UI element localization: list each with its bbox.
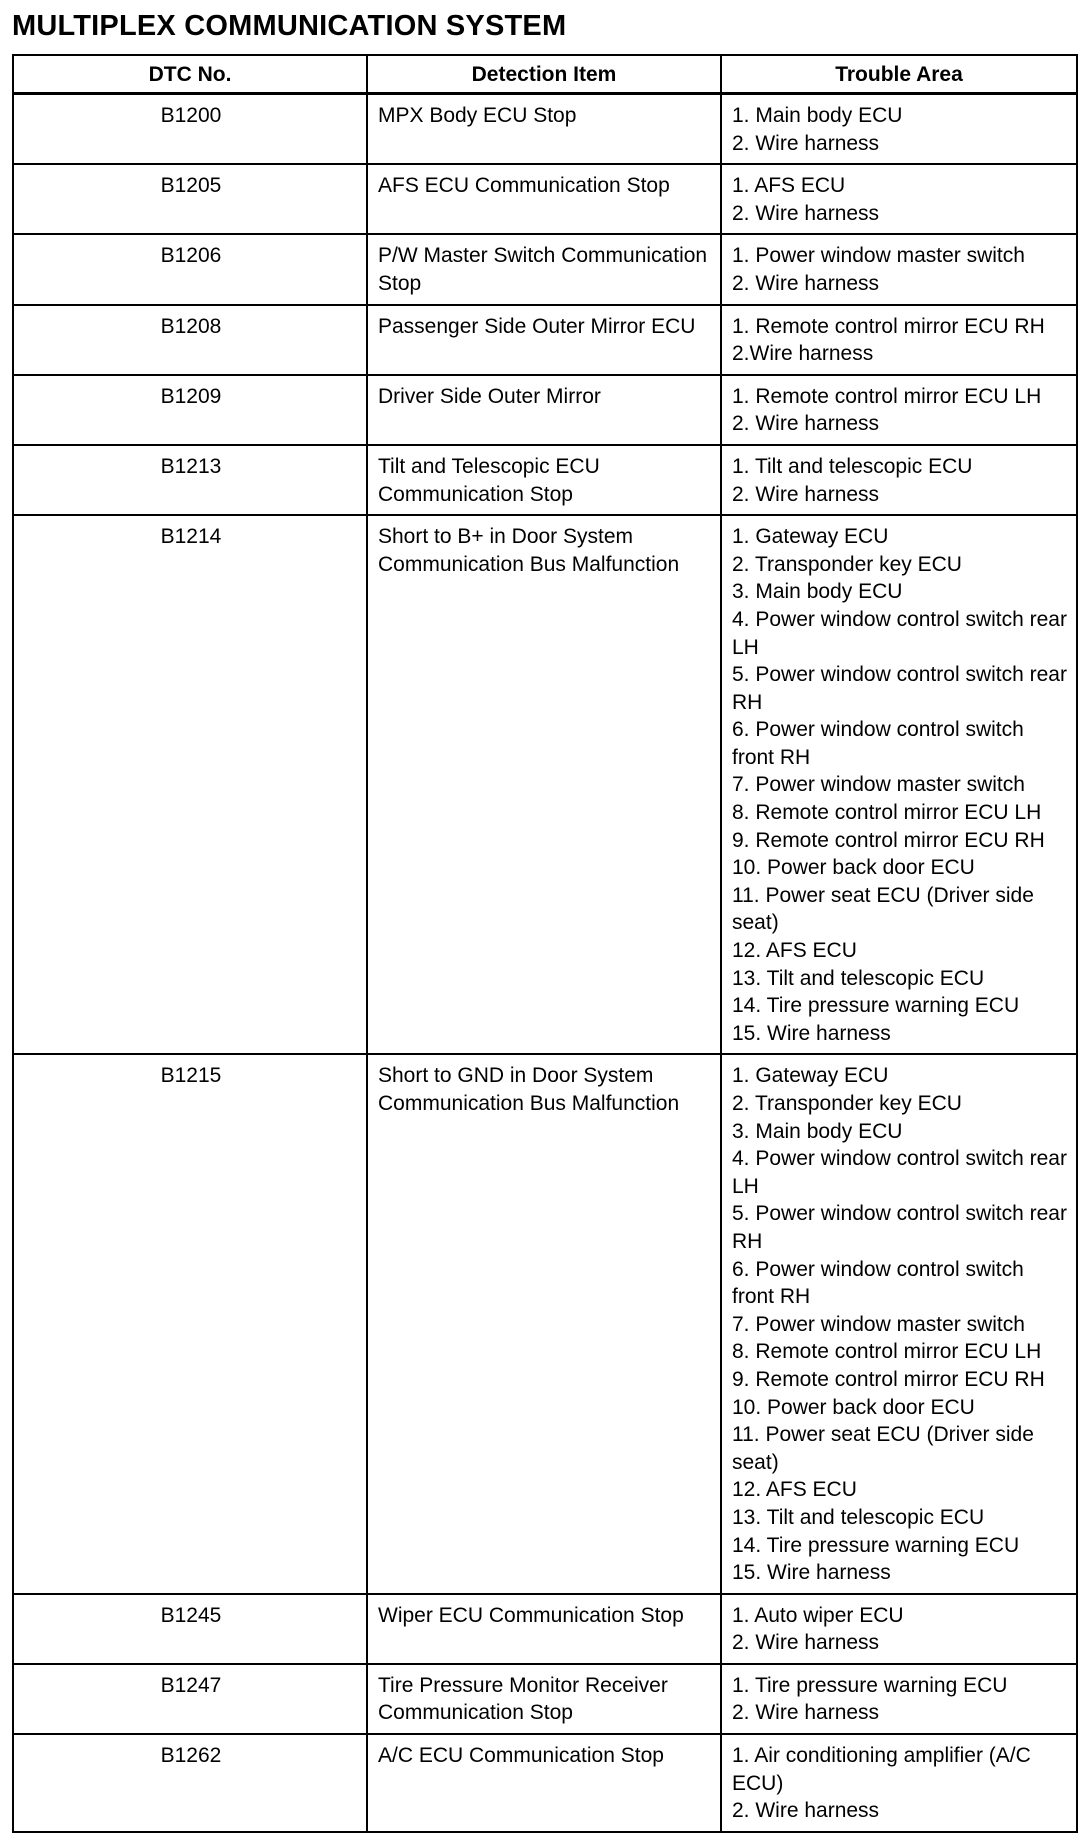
trouble-area-item: 6. Power window control switch front RH	[732, 1257, 1024, 1309]
table-body	[13, 94, 1077, 1832]
trouble-area-cell	[721, 445, 1077, 515]
trouble-area-item: 2. Wire harness	[732, 1799, 880, 1823]
trouble-area-item: 2. Wire harness	[732, 482, 880, 506]
dtc-code-cell: B1262	[13, 1734, 367, 1832]
trouble-area-cell	[721, 164, 1077, 234]
trouble-area-item: 2. Wire harness	[732, 271, 880, 295]
trouble-area-cell	[721, 94, 1077, 165]
trouble-area-item: 7. Power window master switch	[732, 1312, 1025, 1336]
trouble-area-item: 11. Power seat ECU (Driver side seat)	[732, 883, 1034, 935]
trouble-area-item: 13. Tilt and telescopic ECU	[732, 966, 985, 990]
table-row	[13, 515, 1077, 1054]
trouble-area-item: 7. Power window master switch	[732, 773, 1025, 797]
trouble-area-item: 1. Tilt and telescopic ECU	[732, 454, 973, 478]
table-row	[13, 234, 1077, 304]
trouble-area-item: 1. Remote control mirror ECU RH	[732, 314, 1045, 338]
detection-item-cell: Short to GND in Door System Communication Bus Malfunction	[367, 1054, 721, 1593]
dtc-code-cell: B1214	[13, 515, 367, 1054]
trouble-area-cell	[721, 305, 1077, 375]
detection-item-cell: Passenger Side Outer Mirror ECU	[367, 305, 721, 375]
trouble-area-item: 2. Transponder key ECU	[732, 552, 962, 576]
dtc-code-cell: B1205	[13, 164, 367, 234]
detection-item-cell: MPX Body ECU Stop	[367, 94, 721, 165]
detection-item-cell: AFS ECU Communication Stop	[367, 164, 721, 234]
table-row	[13, 1664, 1077, 1734]
trouble-area-item: 2. Wire harness	[732, 1631, 880, 1655]
trouble-area-cell	[721, 1594, 1077, 1664]
table-row	[13, 1054, 1077, 1593]
trouble-area-item: 1. Auto wiper ECU	[732, 1603, 904, 1627]
table-row	[13, 445, 1077, 515]
trouble-area-item: 4. Power window control switch rear LH	[732, 607, 1067, 659]
column-header-detection-item: Detection Item	[367, 55, 721, 94]
trouble-area-item: 2.Wire harness	[732, 342, 874, 366]
trouble-area-item: 1. Gateway ECU	[732, 525, 889, 549]
dtc-code-cell: B1247	[13, 1664, 367, 1734]
detection-item-cell: A/C ECU Communication Stop	[367, 1734, 721, 1832]
trouble-area-item: 1. Main body ECU	[732, 104, 903, 127]
table-header-row	[13, 55, 1077, 94]
trouble-area-item: 10. Power back door ECU	[732, 856, 975, 880]
dtc-code-cell: B1206	[13, 234, 367, 304]
dtc-code-cell: B1209	[13, 375, 367, 445]
trouble-area-item: 9. Remote control mirror ECU RH	[732, 828, 1045, 852]
dtc-code-cell: B1215	[13, 1054, 367, 1593]
table-row	[13, 94, 1077, 165]
dtc-code-cell: B1213	[13, 445, 367, 515]
trouble-area-item: 12. AFS ECU	[732, 1478, 857, 1502]
detection-item-cell: P/W Master Switch Communication Stop	[367, 234, 721, 304]
trouble-area-cell	[721, 1054, 1077, 1593]
trouble-area-item: 9. Remote control mirror ECU RH	[732, 1367, 1045, 1391]
trouble-area-item: 5. Power window control switch rear RH	[732, 1202, 1067, 1253]
table-row	[13, 164, 1077, 234]
trouble-area-item: 11. Power seat ECU (Driver side seat)	[732, 1423, 1034, 1474]
detection-item-cell: Short to B+ in Door System Communication Bus Malfunction	[367, 515, 721, 1054]
trouble-area-item: 2. Wire harness	[732, 201, 880, 225]
trouble-area-item: 5. Power window control switch rear RH	[732, 663, 1067, 714]
trouble-area-item: 2. Wire harness	[732, 131, 880, 155]
page-title: MULTIPLEX COMMUNICATION SYSTEM	[12, 10, 567, 42]
table-row	[13, 1734, 1077, 1832]
trouble-area-item: 2. Wire harness	[732, 412, 880, 436]
trouble-area-item: 1. Air conditioning amplifier (A/C ECU)	[732, 1744, 1031, 1795]
trouble-area-item: 1. Gateway ECU	[732, 1064, 889, 1088]
trouble-area-item: 15. Wire harness	[732, 1561, 891, 1585]
trouble-area-item: 15. Wire harness	[732, 1021, 891, 1045]
trouble-area-cell	[721, 234, 1077, 304]
detection-item-cell: Wiper ECU Communication Stop	[367, 1594, 721, 1664]
trouble-area-item: 14. Tire pressure warning ECU	[732, 994, 1020, 1018]
dtc-table	[12, 54, 1078, 1833]
table-row	[13, 1594, 1077, 1664]
trouble-area-item: 4. Power window control switch rear LH	[732, 1147, 1067, 1198]
trouble-area-item: 2. Transponder key ECU	[732, 1092, 962, 1115]
trouble-area-cell	[721, 375, 1077, 445]
trouble-area-item: 8. Remote control mirror ECU LH	[732, 1340, 1042, 1364]
trouble-area-item: 1. AFS ECU	[732, 174, 846, 198]
trouble-area-item: 13. Tilt and telescopic ECU	[732, 1505, 985, 1529]
dtc-code-cell: B1200	[13, 94, 367, 165]
table-row	[13, 305, 1077, 375]
dtc-code-cell: B1245	[13, 1594, 367, 1664]
trouble-area-cell	[721, 515, 1077, 1054]
trouble-area-item: 3. Main body ECU	[732, 1119, 903, 1143]
trouble-area-item: 1. Remote control mirror ECU LH	[732, 384, 1042, 408]
trouble-area-item: 1. Power window master switch	[732, 244, 1025, 268]
trouble-area-item: 14. Tire pressure warning ECU	[732, 1533, 1020, 1557]
trouble-area-item: 6. Power window control switch front RH	[732, 718, 1024, 769]
column-header-trouble-area: Trouble Area	[721, 55, 1077, 94]
trouble-area-item: 2. Wire harness	[732, 1701, 880, 1725]
trouble-area-item: 8. Remote control mirror ECU LH	[732, 801, 1042, 825]
trouble-area-cell	[721, 1664, 1077, 1734]
dtc-code-cell: B1208	[13, 305, 367, 375]
trouble-area-item: 3. Main body ECU	[732, 580, 903, 604]
trouble-area-item: 1. Tire pressure warning ECU	[732, 1673, 1008, 1697]
trouble-area-item: 12. AFS ECU	[732, 939, 857, 963]
detection-item-cell: Driver Side Outer Mirror	[367, 375, 721, 445]
detection-item-cell: Tire Pressure Monitor Receiver Communication Stop	[367, 1664, 721, 1734]
detection-item-cell: Tilt and Telescopic ECU Communication Stop	[367, 445, 721, 515]
table-row	[13, 375, 1077, 445]
column-header-dtc: DTC No.	[13, 55, 367, 94]
trouble-area-item: 10. Power back door ECU	[732, 1395, 975, 1419]
trouble-area-cell	[721, 1734, 1077, 1832]
